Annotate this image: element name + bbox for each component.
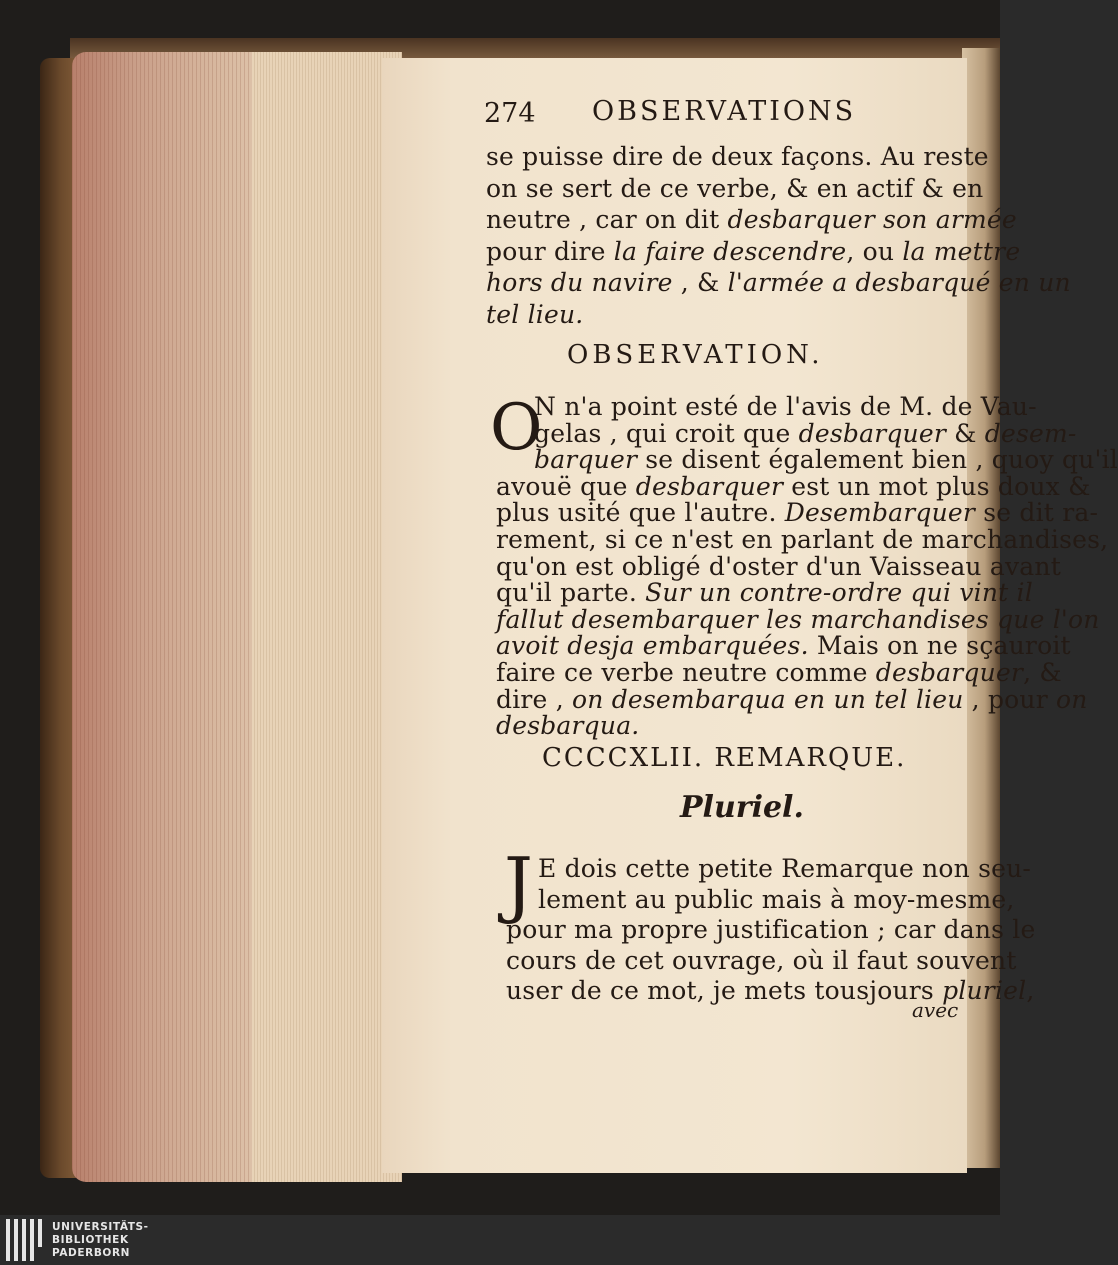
italic-run: desbarquer [635, 471, 784, 501]
italic-run: desbarquer [875, 658, 1024, 687]
roman-run: user de ce mot, je mets tousjours [506, 976, 943, 1005]
text-line [538, 854, 1031, 883]
text-line [496, 605, 1100, 634]
roman-run: lement au public mais à moy-mesme, [538, 884, 1015, 914]
roman-run: , pour [963, 684, 1057, 714]
italic-run: l'armée a desbarqué en un [727, 268, 1071, 297]
italic-run: on [1056, 684, 1088, 714]
text-line [496, 525, 1108, 554]
text-line [486, 174, 983, 203]
remark-heading: CCCCXLII. REMARQUE. [542, 743, 907, 773]
logo-line-3: PADERBORN [52, 1247, 131, 1259]
text-line [486, 300, 583, 329]
italic-run: Sur un contre-ordre qui vint il [645, 578, 1033, 608]
text-line [496, 552, 1061, 581]
text-line [496, 685, 1088, 714]
text-line [496, 658, 1062, 687]
library-logo-icon [6, 1219, 42, 1261]
italic-run: desbarquer [798, 418, 946, 448]
text-line [496, 631, 1071, 660]
text-line [538, 885, 1015, 914]
text-line [486, 142, 989, 171]
italic-run: on desembarqua en un tel lieu [572, 684, 964, 714]
text-line [496, 472, 1091, 501]
roman-run: avouë que [496, 471, 636, 501]
remark-subheading: Pluriel. [680, 790, 804, 825]
roman-run: pour ma propre justification ; car dans le [506, 915, 1036, 944]
roman-run: pour dire [486, 236, 614, 266]
italic-run: Desembarquer [784, 498, 976, 528]
italic-run: tel lieu. [486, 299, 584, 329]
text-line [486, 237, 1020, 266]
roman-run: se puisse dire de deux façons. Au reste [486, 142, 989, 171]
library-footer [0, 1215, 1000, 1265]
text-line [496, 498, 1098, 527]
roman-run: plus usité que l'autre. [496, 498, 785, 528]
roman-run: Mais on ne sçauroit [808, 631, 1071, 661]
roman-run: se dit ra- [975, 498, 1099, 528]
printed-page [382, 58, 1118, 1173]
roman-run: rement, si ce n'est en parlant de marchandises, [496, 525, 1109, 554]
roman-run: N n'a point esté de l'avis de M. de Vau- [534, 392, 1037, 421]
roman-run: , ou [846, 236, 903, 266]
italic-run: desbarquer son armée [727, 205, 1017, 234]
italic-run: barquer [534, 445, 638, 475]
text-line [486, 205, 1017, 234]
italic-run: la faire descendre [613, 236, 847, 266]
text-line [496, 711, 639, 740]
text-line [506, 915, 1035, 944]
roman-run: & [946, 418, 985, 448]
text-line [534, 392, 1037, 421]
italic-run: pluriel [942, 976, 1027, 1005]
roman-run: , [1026, 976, 1035, 1005]
italic-run: hors du navire [486, 268, 673, 297]
roman-run: gelas , qui croit que [534, 418, 799, 448]
roman-run: dire , [496, 684, 572, 714]
italic-run: avoit desja embarquées. [496, 631, 809, 661]
roman-run: on se sert de ce verbe, & en actif & en [486, 173, 984, 203]
drop-cap-j: J [504, 842, 533, 926]
roman-run: qu'il parte. [496, 578, 646, 608]
text-line [486, 268, 1071, 297]
page-edges [72, 52, 402, 1182]
text-line [534, 445, 1118, 474]
italic-run: desbarqua. [496, 711, 640, 741]
observation-heading: OBSERVATION. [567, 340, 824, 370]
logo-line-1: UNIVERSITÄTS- [52, 1221, 149, 1233]
roman-run: se disent également bien , quoy qu'il [637, 445, 1118, 475]
roman-run: est un mot plus doux & [783, 471, 1091, 501]
page-number: 274 [484, 98, 536, 129]
roman-run: cours de cet ouvrage, où il faut souvent [506, 945, 1017, 975]
text-line [496, 578, 1033, 607]
roman-run: E dois cette petite Remarque non seu- [538, 854, 1032, 883]
logo-line-2: BIBLIOTHEK [52, 1234, 129, 1246]
roman-run: , & [672, 268, 728, 297]
roman-run: qu'on est obligé d'oster d'un Vaisseau avant [496, 551, 1061, 581]
drop-cap-o: O [490, 391, 543, 465]
roman-run: neutre , car on dit [486, 205, 728, 234]
text-line [506, 946, 1017, 975]
text-line [534, 419, 1077, 448]
roman-run: , & [1023, 658, 1062, 687]
catchword: avec [912, 998, 959, 1022]
italic-run: la mettre [902, 236, 1021, 266]
italic-run: desem- [984, 418, 1077, 448]
italic-run: fallut desembarquer les marchandises que l'on [496, 604, 1100, 634]
roman-run: faire ce verbe neutre comme [496, 658, 876, 687]
running-title: OBSERVATIONS [592, 96, 857, 127]
